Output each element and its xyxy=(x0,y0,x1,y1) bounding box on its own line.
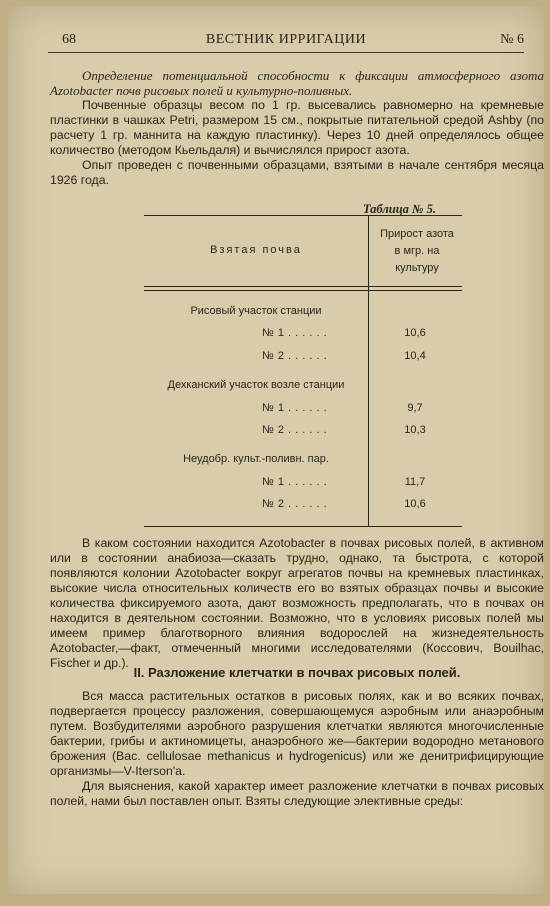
paragraph: В каком состоянии находится Azotobacter в почвах рисовых полей, в активном или в состоянии анабиоза—сказать трудно, однако, та быстрота, с которой появляются колонии Azotobacter вокруг агрегатов почвы на кремневых пластинках, высокие числа относительных количеств его во взятых образцах почвы и высокие количества фиксируемого азота, дают возможность предполагать, что в почвах он находится в деятельном состоянии. Возможно, что в условиях рисовых полей мы имеем пример благотворного влияния водорослей на жизнедеятельность Azotobacter,—факт, отмеченный многими исследователями (Коссович, Bouilhac, Fischer и др.). xyxy=(50,536,544,670)
table-group-row xyxy=(144,305,462,321)
journal-title: ВЕСТНИК ИРРИГАЦИИ xyxy=(205,32,367,47)
table-group-row xyxy=(144,453,462,469)
row-label: № 2 . . . . . . xyxy=(262,498,328,510)
group-label: Дехканский участок возле станции xyxy=(167,379,345,391)
paragraph: Опыт проведен с почвенными образцами, взятыми в начале сентября месяца 1926 года. xyxy=(50,158,544,187)
row-value: 10,3 xyxy=(404,424,426,436)
table-header-rule xyxy=(144,286,462,287)
issue-number: № 6 xyxy=(500,32,524,47)
row-label: № 1 . . . . . . xyxy=(262,476,328,488)
table-row xyxy=(144,424,462,440)
middle-text-block xyxy=(50,536,544,671)
paragraph: Вся масса растительных остатков в рисовых полях, как и во всяких почвах, подвергается процессу разложения, совершающемуся аэробным или анаэробным путем. Возбудителями аэробного разрушения клетчатки являются многочисленные бактерии, грибы и актиномицеты, анаэробного же—бактерии водородно метанового брожения (Bac. cellulosae methanicus и hydrogenicus) или же денитрифицирующие организмы—V-Iterson'a. xyxy=(50,689,544,778)
page-number: 68 xyxy=(62,32,76,47)
column-header-line: культуру xyxy=(395,262,439,274)
table-row xyxy=(144,476,462,492)
row-value: 10,6 xyxy=(404,327,426,339)
row-label: № 1 . . . . . . xyxy=(262,402,328,414)
row-value: 10,6 xyxy=(404,498,426,510)
row-value: 11,7 xyxy=(404,476,426,488)
column-header-line: в мгр. на xyxy=(394,245,440,257)
column-header-soil: Взятая почва xyxy=(210,244,302,256)
running-header xyxy=(48,32,524,52)
data-table xyxy=(144,215,462,527)
row-label: № 1 . . . . . . xyxy=(262,327,328,339)
table-header-rule xyxy=(144,290,462,291)
bottom-text-block xyxy=(50,689,544,809)
section-heading: II. Разложение клетчатки в почвах рисовых полей. xyxy=(133,665,461,680)
row-value: 9,7 xyxy=(407,402,423,414)
table-row xyxy=(144,402,462,418)
column-header-nitrogen xyxy=(372,226,462,277)
paragraph: Для выяснения, какой характер имеет разложение клетчатки в почвах рисовых полей, нами был поставлен опыт. Взяты следующие элективные среды: xyxy=(50,779,544,808)
group-label: Рисовый участок станции xyxy=(190,305,322,317)
page xyxy=(8,6,544,894)
row-label: № 2 . . . . . . xyxy=(262,424,328,436)
table-row xyxy=(144,498,462,514)
table-row xyxy=(144,327,462,343)
paragraph: Почвенные образцы весом по 1 гр. высевались равномерно на кремневые пластинки в чашках Petri, размером 15 см., покрытые питательной средой Ashby (по расчету 1 гр. маннита на каждую пластинку). Через 10 дней определялось общее количество (методом Кьельдаля) и вычислялся прирост азота. xyxy=(50,98,544,157)
row-label: № 2 . . . . . . xyxy=(262,350,328,362)
header-rule xyxy=(48,52,524,53)
top-text-block xyxy=(50,68,544,188)
row-value: 10,4 xyxy=(404,350,426,362)
section-title: Определение потенциальной способности к фиксации атмосферного азота Azotobacter почв рисовых полей и культурно-поливных. xyxy=(50,68,544,98)
table-caption: Таблица № 5. xyxy=(363,202,436,216)
table-group-row xyxy=(144,379,462,395)
column-header-line: Прирост азота xyxy=(380,228,454,240)
group-label: Неудобр. культ.-поливн. пар. xyxy=(183,453,329,465)
table-row xyxy=(144,350,462,366)
